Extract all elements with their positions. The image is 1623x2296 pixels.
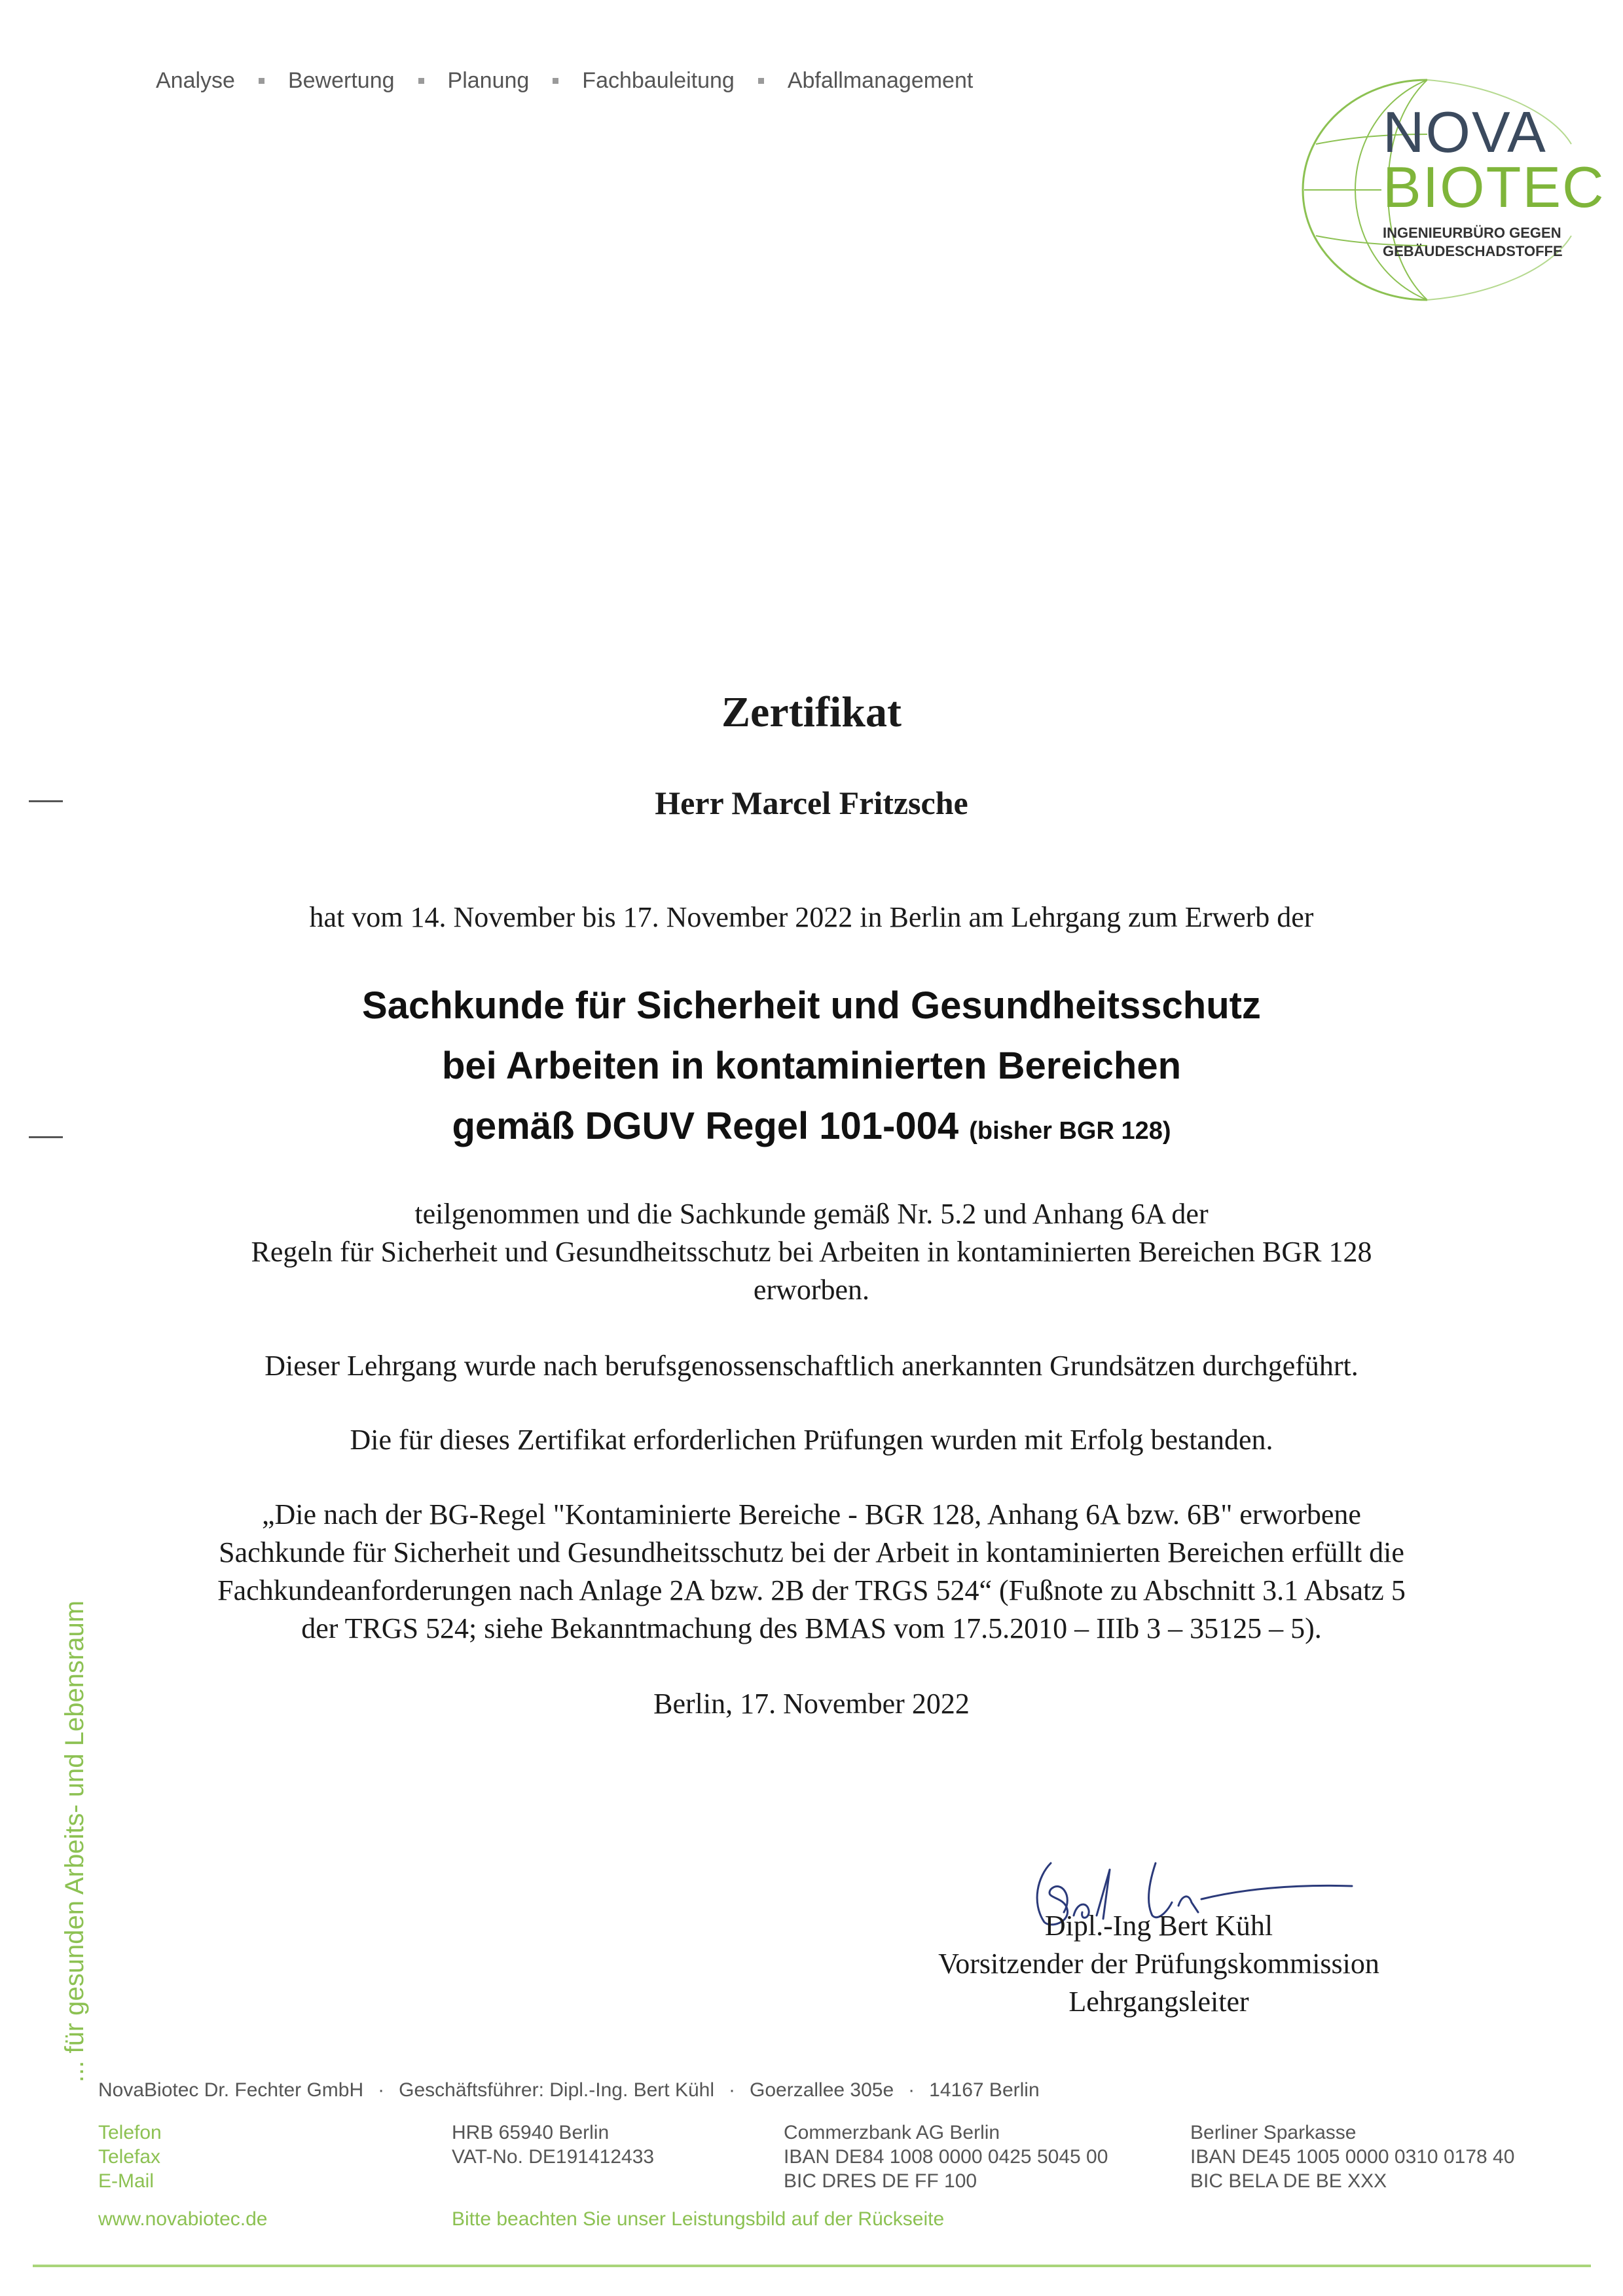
service-item: Fachbauleitung — [582, 68, 735, 93]
bank-bic: BIC BELA DE BE XXX — [1190, 2170, 1387, 2192]
text-line: teilgenommen und die Sachkunde gemäß Nr. 5.2 und Anhang 6A der — [414, 1198, 1209, 1230]
text-line: Sachkunde für Sicherheit und Gesundheitsschutz bei der Arbeit in kontaminierten Bereichen erfüllt die — [219, 1536, 1404, 1568]
footer-website[interactable]: www.novabiotec.de — [98, 2208, 268, 2230]
footer-street: Goerzallee 305e — [750, 2079, 894, 2101]
bank-iban: IBAN DE45 1005 0000 0310 0178 40 — [1190, 2146, 1515, 2168]
logo-subtitle-1: INGENIEURBÜRO GEGEN — [1383, 225, 1561, 241]
paragraph-exam-passed: Die für dieses Zertifikat erforderlichen Prüfungen wurden mit Erfolg bestanden. — [350, 1424, 1273, 1456]
signer-name: Dipl.-Ing Bert Kühl — [1044, 1910, 1273, 1942]
service-item: Planung — [447, 68, 530, 93]
paragraph-course-principles: Dieser Lehrgang wurde nach berufsgenossenschaftlich anerkannten Grundsätzen durchgeführt. — [264, 1350, 1359, 1382]
paragraph-legal-note — [0, 1496, 1623, 1648]
email-label: E-Mail — [98, 2170, 155, 2192]
course-note: (bisher BGR 128) — [969, 1117, 1171, 1145]
paragraph-qualification — [0, 1195, 1623, 1309]
recipient-name: Herr Marcel Fritzsche — [655, 785, 968, 821]
dot-separator-icon: · — [378, 2079, 385, 2101]
intro-text: hat vom 14. November bis 17. November 2022 in Berlin am Lehrgang zum Erwerb der — [309, 901, 1314, 933]
signer-role: Vorsitzender der Prüfungskommission — [938, 1948, 1379, 1980]
footer-bank-1 — [784, 2120, 1108, 2193]
bank-name: Commerzbank AG Berlin — [784, 2122, 1000, 2143]
dot-separator-icon: · — [908, 2079, 915, 2101]
bank-bic: BIC DRES DE FF 100 — [784, 2170, 977, 2192]
course-line: bei Arbeiten in kontaminierten Bereichen — [441, 1045, 1182, 1087]
service-item: Analyse — [156, 68, 235, 93]
dot-separator-icon: · — [729, 2079, 736, 2101]
text-line: erworben. — [753, 1274, 870, 1306]
square-bullet-icon — [553, 78, 558, 84]
logo-biotec: BIOTEC — [1383, 155, 1605, 219]
footer-divider — [33, 2265, 1591, 2267]
phone-label: Telefon — [98, 2122, 162, 2143]
certificate-title: Zertifikat — [721, 688, 902, 736]
logo-subtitle-2: GEBÄUDESCHADSTOFFE — [1383, 243, 1563, 259]
square-bullet-icon — [758, 78, 764, 84]
footer-city: 14167 Berlin — [929, 2079, 1040, 2101]
fax-label: Telefax — [98, 2146, 161, 2168]
course-title — [0, 976, 1623, 1161]
footer-company: NovaBiotec Dr. Fechter GmbH — [98, 2079, 364, 2101]
footer-bank-2 — [1190, 2120, 1514, 2193]
services-bar — [156, 68, 973, 94]
text-line: der TRGS 524; siehe Bekanntmachung des BMAS vom 17.5.2010 – IIIb 3 – 35125 – 5). — [301, 1612, 1322, 1644]
signer-block — [838, 1907, 1480, 2021]
footer-registry — [452, 2120, 654, 2169]
company-logo — [1383, 100, 1605, 261]
date-place: Berlin, 17. November 2022 — [653, 1688, 970, 1720]
text-line: Regeln für Sicherheit und Gesundheitsschutz bei Arbeiten in kontaminierten Bereichen BGR 128 — [251, 1236, 1372, 1268]
footer-contact — [98, 2120, 181, 2193]
vertical-slogan: ... für gesunden Arbeits- und Lebensraum — [60, 1600, 89, 2083]
footer-company-line — [98, 2078, 1040, 2102]
square-bullet-icon — [418, 78, 424, 84]
footer-note: Bitte beachten Sie unser Leistungsbild auf der Rückseite — [452, 2208, 945, 2230]
bank-iban: IBAN DE84 1008 0000 0425 5045 00 — [784, 2146, 1108, 2168]
course-line — [0, 1096, 1623, 1161]
course-regulation: gemäß DGUV Regel 101-004 — [452, 1105, 959, 1147]
service-item: Abfallmanagement — [787, 68, 974, 93]
hrb-number: HRB 65940 Berlin — [452, 2122, 610, 2143]
bank-name: Berliner Sparkasse — [1190, 2122, 1357, 2143]
logo-nova: NOVA — [1383, 100, 1547, 164]
footer-ceo: Geschäftsführer: Dipl.-Ing. Bert Kühl — [399, 2079, 715, 2101]
vat-number: VAT-No. DE191412433 — [452, 2146, 655, 2168]
course-line: Sachkunde für Sicherheit und Gesundheitsschutz — [362, 984, 1261, 1027]
service-item: Bewertung — [287, 68, 395, 93]
square-bullet-icon — [259, 78, 264, 84]
text-line: Fachkundeanforderungen nach Anlage 2A bzw. 2B der TRGS 524“ (Fußnote zu Abschnitt 3.1 Absatz 5 — [217, 1574, 1406, 1606]
text-line: „Die nach der BG-Regel "Kontaminierte Bereiche - BGR 128, Anhang 6A bzw. 6B" erworbene — [262, 1498, 1361, 1530]
signer-role: Lehrgangsleiter — [1068, 1986, 1249, 2018]
